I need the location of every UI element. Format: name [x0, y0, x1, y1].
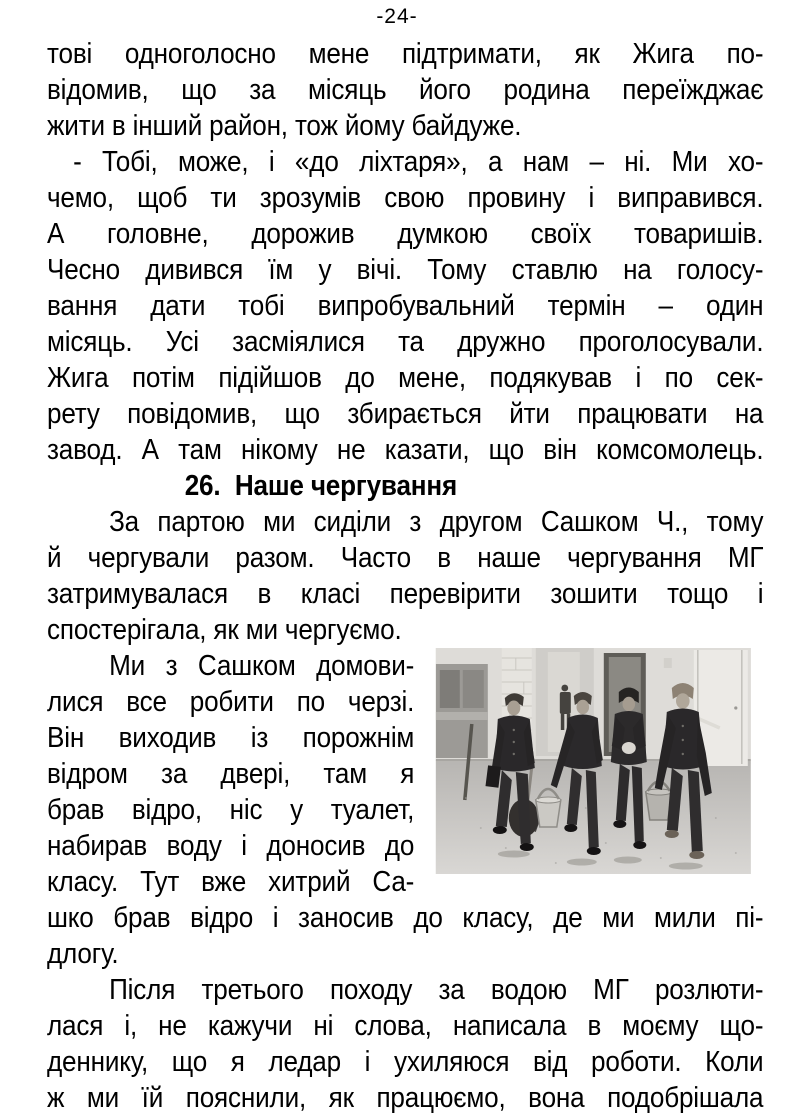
- text-line: длогу.: [47, 938, 119, 970]
- class-duty-photo: [436, 648, 751, 874]
- text-line: - Тобі, може, і «до ліхтаря», а нам – ні. Ми хо-: [73, 146, 764, 178]
- photo-illustration: [436, 648, 751, 874]
- text-line: тові одноголосно мене підтримати, як Жига по-: [47, 38, 764, 70]
- paragraph: [47, 36, 763, 144]
- text-line: жити в інший район, тож йому байдуже.: [47, 110, 522, 142]
- paragraph: [47, 144, 763, 468]
- text-line: спостерігала, як ми чергуємо.: [47, 614, 402, 646]
- paragraph: [47, 972, 763, 1116]
- paragraph-with-photo: [47, 648, 763, 972]
- text-line: За партою ми сиділи з другом Сашком Ч., тому: [109, 506, 764, 538]
- text-line: й чергували разом. Часто в наше чергування МГ: [47, 542, 764, 574]
- text-line: вання дати тобі випробувальний термін – один: [47, 290, 764, 322]
- text-line: Чесно дивився їм у вічі. Тому ставлю на голосу-: [47, 254, 764, 286]
- text-line: Ми з Сашком домови-: [109, 650, 415, 682]
- text-line: рету повідомив, що збирається йти працювати на: [47, 398, 764, 430]
- text-line: брав відро, ніс у туалет,: [47, 794, 415, 826]
- text-line: класу. Тут вже хитрий Са-: [47, 866, 415, 898]
- section-number: 26.: [184, 470, 221, 502]
- text-line: Після третього походу за водою МГ розлюти-: [109, 974, 764, 1006]
- page-number: -24-: [376, 5, 418, 28]
- text-line: лися все робити по черзі.: [47, 686, 415, 718]
- text-line: шко брав відро і заносив до класу, де ми мили пі-: [47, 902, 764, 934]
- paragraph: [47, 504, 763, 648]
- page-body: [47, 36, 763, 1116]
- text-line: набирав воду і доносив до: [47, 830, 415, 862]
- text-line: затримувалася в класі перевірити зошити тощо і: [47, 578, 764, 610]
- section-heading: [47, 468, 763, 504]
- text-line: Він виходив із порожнім: [47, 722, 415, 754]
- text-line: ж ми їй пояснили, як працюємо, вона подобрішала: [47, 1082, 764, 1114]
- text-line: лася і, не кажучи ні слова, написала в моєму що-: [47, 1010, 764, 1042]
- text-line: відром за двері, там я: [47, 758, 415, 790]
- text-line: місяць. Усі засміялися та дружно проголосували.: [47, 326, 764, 358]
- text-line: завод. А там нікому не казати, що він комсомолець.: [47, 434, 764, 466]
- text-line: А головне, дорожив думкою своїх товаришів.: [47, 218, 764, 250]
- text-line: Жига потім підійшов до мене, подякував і по сек-: [47, 362, 764, 394]
- text-line: відомив, що за місяць його родина переїжджає: [47, 74, 764, 106]
- section-title: Наше чергування: [234, 470, 458, 502]
- text-line: чемо, щоб ти зрозумів свою провину і виправився.: [47, 182, 764, 214]
- text-line: деннику, що я ледар і ухиляюся від роботи. Коли: [47, 1046, 764, 1078]
